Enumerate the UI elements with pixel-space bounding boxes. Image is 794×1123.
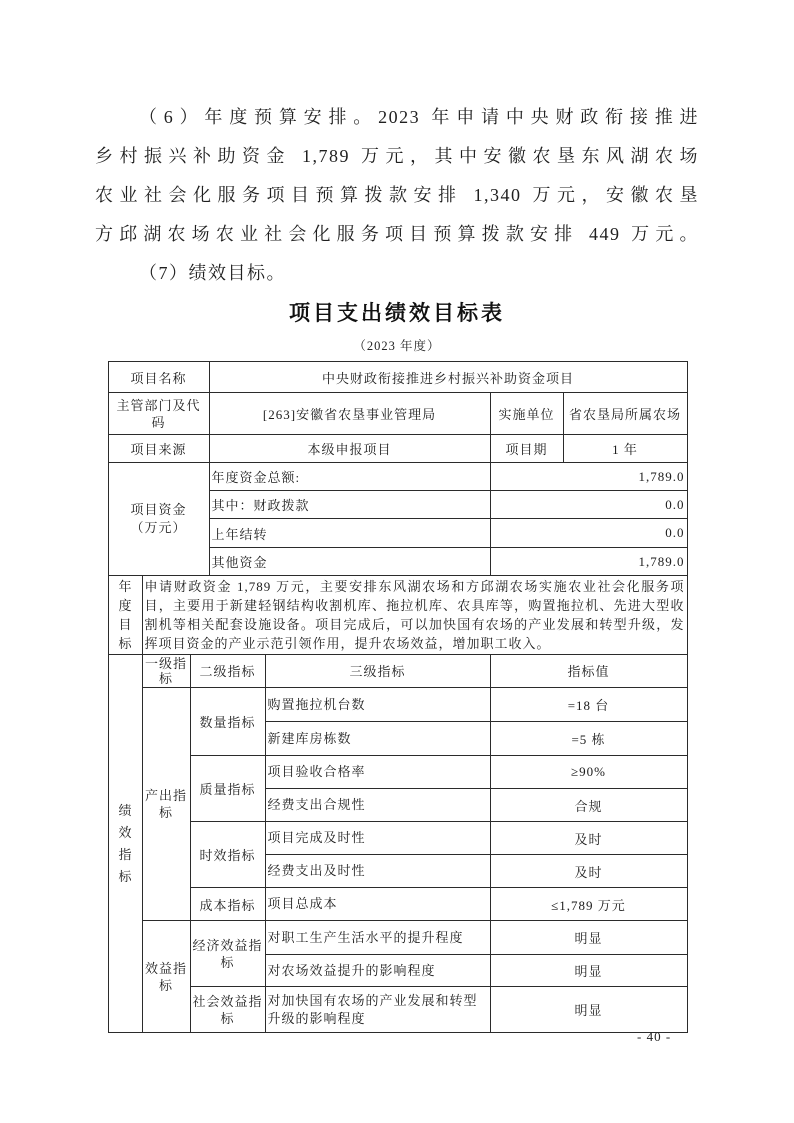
- indicator-name: 项目总成本: [265, 888, 490, 921]
- level2-quality: 质量指标: [190, 756, 265, 822]
- project-name-label: 项目名称: [108, 362, 209, 393]
- indicator-value: 合规: [490, 789, 687, 822]
- annual-goal-section: [108, 575, 688, 655]
- indicator-name: 对农场效益提升的影响程度: [265, 955, 490, 987]
- fund-fiscal-value: 0.0: [490, 491, 687, 519]
- paragraph-line: （6）年度预算安排。2023 年申请中央财政衔接推进: [139, 107, 699, 127]
- table-row: [108, 362, 687, 393]
- indicator-value: 明显: [490, 955, 687, 987]
- dept-label: 主管部门及代码: [108, 393, 209, 435]
- table-row: [108, 888, 687, 921]
- table-row: [108, 987, 687, 1033]
- indicator-value: ≤1,789 万元: [490, 888, 687, 921]
- level1-benefit: 效益指标: [142, 921, 190, 1033]
- indicator-name: 购置拖拉机台数: [265, 688, 490, 722]
- indicator-value: 明显: [490, 987, 687, 1033]
- funds-label-line2: （万元）: [130, 520, 187, 535]
- header-level1: 一级指标: [142, 655, 190, 688]
- fund-other-value: 1,789.0: [490, 548, 687, 576]
- level2-cost: 成本指标: [190, 888, 265, 921]
- paragraph-line: （7）绩效目标。: [139, 263, 286, 283]
- paragraph-line: 农业社会化服务项目预算拨款安排 1,340 万元，安徽农垦: [95, 185, 699, 205]
- indicator-name: 项目验收合格率: [265, 756, 490, 789]
- indicators-header-row: [108, 655, 687, 688]
- fund-total-value: 1,789.0: [490, 463, 687, 491]
- table-subtitle: （2023 年度）: [353, 339, 441, 353]
- period-label: 项目期: [490, 435, 563, 463]
- page-number: - 40 -: [637, 1029, 672, 1044]
- period-value: 1 年: [563, 435, 687, 463]
- project-name-value: 中央财政衔接推进乡村振兴补助资金项目: [209, 362, 687, 393]
- header-level2: 二级指标: [190, 655, 265, 688]
- indicators-section: [108, 654, 688, 1033]
- table-row: [108, 921, 687, 955]
- fund-carryover-value: 0.0: [490, 519, 687, 548]
- header-level3: 三级指标: [265, 655, 490, 688]
- performance-target-table: [108, 361, 687, 1033]
- project-funds-section: [108, 462, 688, 576]
- annual-goal-text: 申请财政资金 1,789 万元，主要安排东风湖农场和方邱湖农场实施农业社会化服务项目，主要用于新建轻钢结构收割机库、拖拉机库、农具库等，购置拖拉机、先进大型收割机等相关配套设施设备。项目完成后，可以加快国有农场的产业发展和转型升级，发挥项目资金的产业示范引领作用，提升农场效益，增加职工收入。: [142, 576, 687, 655]
- fund-carryover-label: 上年结转: [209, 519, 490, 548]
- indicator-value: 明显: [490, 921, 687, 955]
- indicator-value: =18 台: [490, 688, 687, 722]
- indicator-name: 对加快国有农场的产业发展和转型升级的影响程度: [265, 987, 490, 1033]
- fund-total-label: 年度资金总额:: [209, 463, 490, 491]
- project-info-section: [108, 361, 688, 463]
- table-title: 项目支出绩效目标表: [289, 302, 505, 325]
- impl-unit-value: 省农垦局所属农场: [563, 393, 687, 435]
- indicator-name: 新建库房栋数: [265, 722, 490, 756]
- funds-label-line1: 项目资金: [130, 502, 187, 517]
- table-row: [108, 463, 687, 491]
- header-value: 指标值: [490, 655, 687, 688]
- table-row: [108, 435, 687, 463]
- indicator-name: 对职工生产生活水平的提升程度: [265, 921, 490, 955]
- indicator-value: 及时: [490, 822, 687, 855]
- level2-timeliness: 时效指标: [190, 822, 265, 888]
- page-content: [95, 0, 699, 1033]
- table-row: [108, 756, 687, 789]
- indicator-name: 经费支出及时性: [265, 855, 490, 888]
- table-row: [108, 393, 687, 435]
- level2-quantity: 数量指标: [190, 688, 265, 756]
- indicator-name: 经费支出合规性: [265, 789, 490, 822]
- source-label: 项目来源: [108, 435, 209, 463]
- fund-other-label: 其他资金: [209, 548, 490, 576]
- table-row: [108, 688, 687, 722]
- level2-economic: 经济效益指标: [190, 921, 265, 987]
- impl-unit-label: 实施单位: [490, 393, 563, 435]
- paragraph-line: 方邱湖农场农业社会化服务项目预算拨款安排 449 万元。: [95, 224, 699, 244]
- indicator-name: 项目完成及时性: [265, 822, 490, 855]
- indicators-label: 绩效指标: [108, 655, 142, 1033]
- indicator-value: =5 栋: [490, 722, 687, 756]
- annual-goal-label: 年度目标: [108, 576, 142, 655]
- source-value: 本级申报项目: [209, 435, 490, 463]
- funds-label: [108, 463, 209, 576]
- level1-output: 产出指标: [142, 688, 190, 921]
- paragraph-performance: [95, 254, 699, 293]
- indicator-value: 及时: [490, 855, 687, 888]
- level2-social: 社会效益指标: [190, 987, 265, 1033]
- table-row: [108, 576, 687, 655]
- fund-fiscal-label: 其中：财政拨款: [209, 491, 490, 519]
- table-row: [108, 822, 687, 855]
- dept-value: [263]安徽省农垦事业管理局: [209, 393, 490, 435]
- paragraph-budget: [95, 98, 699, 254]
- paragraph-line: 乡村振兴补助资金 1,789 万元，其中安徽农垦东风湖农场: [95, 146, 699, 166]
- indicator-value: ≥90%: [490, 756, 687, 789]
